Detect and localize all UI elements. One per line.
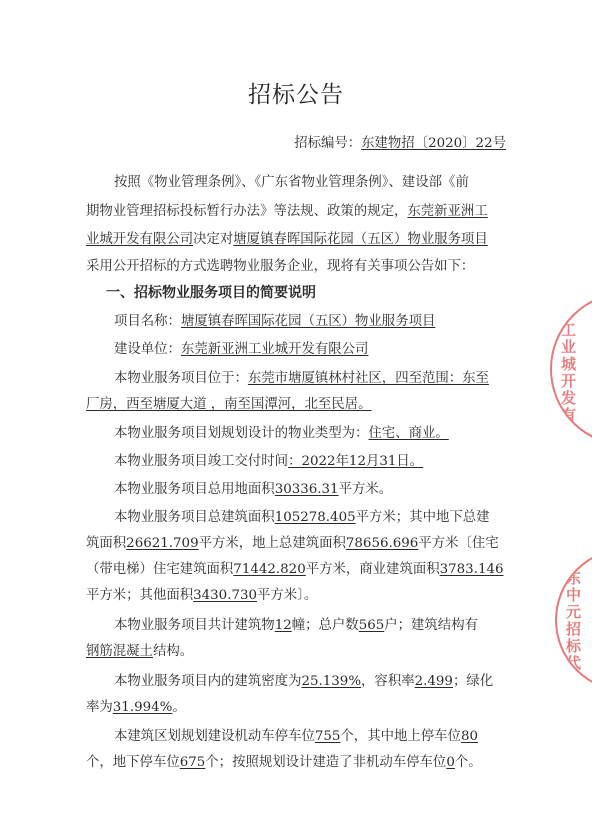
building-line-4-a: 平方米；其他面积: [86, 588, 194, 603]
intro-company-part1: 东莞新亚洲工: [407, 204, 488, 219]
green-ratio: 31.994%: [112, 700, 173, 715]
bid-number-label: 招标编号：: [294, 136, 362, 151]
project-name-value: 塘厦镇春晖国际花园（五区）物业服务项目: [180, 314, 436, 329]
seal-text: 工业城开发有限: [559, 322, 577, 441]
land-area-unit: 平方米。: [338, 482, 393, 497]
parking-line-2: [86, 753, 506, 773]
parking-total: 755: [314, 729, 341, 744]
intro-line-1: 按照《物业管理条例》、《广东省物业管理条例》、建设部《前: [114, 175, 469, 190]
building-line-3-a: （带电梯）住宅建筑面积: [86, 562, 234, 577]
location-line-2: [86, 395, 506, 415]
delivery-value: ：2022年12月31日。: [288, 454, 424, 469]
project-name-label: 项目名称：: [114, 314, 181, 329]
other-area: 3430.730: [193, 588, 258, 603]
location-value-1: 东莞市塘厦镇林村社区，四至范围：东至: [247, 371, 489, 386]
type-label: 本物业服务项目划规划设计的物业类型为：: [114, 426, 369, 441]
delivery-line: [114, 452, 506, 472]
bid-number-value: 东建物招〔2020〕22号: [361, 136, 506, 151]
intro-company-part2: 业城开发有限公司: [86, 232, 194, 247]
intro-line-2-text: 期物业管理招标投标暂行办法》等法规、政策的规定，: [86, 204, 408, 219]
density-label: 本物业服务项目内的建筑密度为: [114, 674, 302, 689]
structures-line-2-text: 结构。: [152, 644, 194, 659]
location-line-1: [114, 369, 506, 389]
location-value-2: 厂房，西至塘厦大道 ，南至国潭河，北至民居。: [86, 397, 372, 412]
density-mid: ，容积率: [361, 674, 415, 689]
parking-line-1: [114, 727, 506, 747]
building-line-2-a: 筑面积: [86, 536, 127, 551]
structures-label: 本物业服务项目共计建筑物: [114, 618, 275, 633]
building-line-3: [86, 560, 506, 580]
building-line-2-c: 平方米〔住宅: [418, 536, 499, 551]
bike-parking: 0: [446, 755, 455, 770]
green-label: 率为: [86, 700, 113, 715]
density-line-2: [86, 698, 506, 718]
parking-above: 80: [460, 729, 478, 744]
structures-line-1: [114, 616, 506, 636]
density-line-1: [114, 672, 506, 692]
company-seal-stamp: [550, 292, 592, 446]
density-post: ；绿化: [452, 674, 494, 689]
parking-mid: 个，其中地上停车位: [340, 729, 461, 744]
land-area-value: 30336.31: [274, 482, 339, 497]
intro-line-4: 采用公开招标的方式选聘物业服务企业，现将有关事项公告如下：: [86, 259, 475, 274]
building-line-2: [86, 534, 506, 554]
land-area-label: 本物业服务项目总用地面积: [114, 482, 275, 497]
location-label: 本物业服务项目位于：: [114, 371, 248, 386]
project-name-line: [114, 312, 506, 332]
above-ground-area: 78656.696: [345, 536, 419, 551]
seal-text: 东中元招标代: [564, 570, 582, 672]
building-line-2-b: 平方米，地上总建筑面积: [198, 536, 346, 551]
parking-label: 本建筑区划规划建设机动车停车位: [114, 729, 315, 744]
structures-mid: 幢；总户数: [291, 618, 359, 633]
intro-line-3-text: 决定对: [193, 232, 234, 247]
building-line-4-b: 平方米〕。: [257, 588, 318, 603]
building-line-1: [114, 508, 506, 528]
document-title: 招标公告: [248, 82, 344, 108]
structure-type: 钢筋混凝土: [86, 644, 153, 659]
type-value: 住宅、商业。: [368, 426, 449, 441]
intro-line-2: [86, 202, 506, 222]
intro-line-3: [86, 230, 506, 250]
parking-line-2-c: 个。: [454, 755, 482, 770]
structures-post: 户；建筑结构有: [384, 618, 478, 633]
intro-project-name: 塘厦镇春晖国际花园（五区）物业服务项目: [233, 232, 488, 247]
agency-seal-stamp: [555, 548, 592, 692]
structures-line-2: [86, 642, 506, 662]
land-area-line: [114, 480, 506, 500]
building-line-4: [86, 586, 506, 606]
bid-number-line: [86, 134, 506, 154]
builder-label: 建设单位：: [114, 342, 181, 357]
section-1-heading: 一、招标物业服务项目的简要说明: [106, 285, 316, 301]
building-label: 本物业服务项目总建筑面积: [114, 510, 275, 525]
building-count: 12: [274, 618, 292, 633]
building-density: 25.139%: [301, 674, 362, 689]
building-line-1-text: 平方米；其中地下总建: [355, 510, 490, 525]
building-total-area: 105278.405: [274, 510, 356, 525]
residential-area: 71442.820: [233, 562, 306, 577]
floor-area-ratio: 2.499: [414, 674, 453, 689]
parking-line-2-b: 个；按照规划设计建造了非机动车停车位: [205, 755, 447, 770]
green-post: 。: [172, 700, 186, 715]
builder-value: 东莞新亚洲工业城开发有限公司: [180, 342, 369, 357]
delivery-label: 本物业服务项目竣工交付时间: [114, 454, 289, 469]
household-count: 565: [358, 618, 385, 633]
type-line: [114, 424, 506, 444]
underground-area: 26621.709: [126, 536, 199, 551]
parking-line-2-a: 个，地下停车位: [86, 755, 180, 770]
builder-line: [114, 340, 506, 360]
parking-under: 675: [179, 755, 206, 770]
building-line-3-b: 平方米，商业建筑面积: [305, 562, 440, 577]
commercial-area: 3783.146: [439, 562, 504, 577]
